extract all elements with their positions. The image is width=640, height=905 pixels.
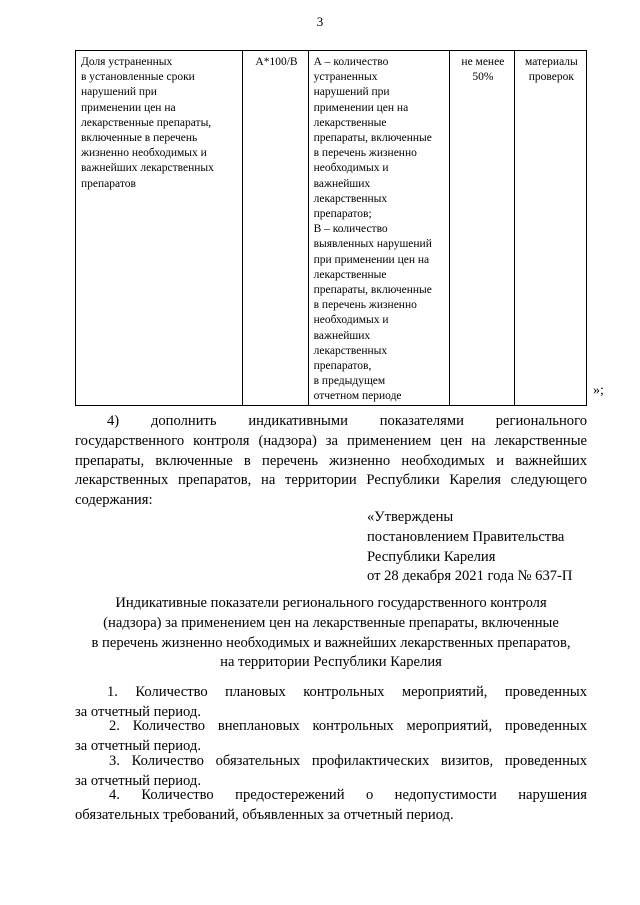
table-row bbox=[76, 51, 587, 406]
formula-cell: А*100/В bbox=[243, 51, 308, 406]
list-item-line: 1. Количество плановых контрольных мероприятий, проведенных bbox=[107, 684, 587, 700]
list-item-line: за отчетный период. bbox=[75, 703, 201, 720]
indicator-table bbox=[75, 50, 587, 406]
list-item-line: 3. Количество обязательных профилактических визитов, проведенных bbox=[109, 753, 587, 769]
list-item bbox=[75, 717, 587, 756]
paragraph-line: препараты, включенные в перечень жизненно необходимых и важнейших bbox=[75, 452, 587, 469]
page-number: 3 bbox=[316, 14, 324, 29]
target-value-cell: не менее 50% bbox=[449, 51, 514, 406]
approval-block: «Утверждены постановлением Правительства Республики Карелия от 28 декабря 2021 года № 637-П bbox=[367, 509, 573, 585]
paragraph-line: лекарственных препаратов, на территории Республики Карелия следующего bbox=[75, 472, 587, 489]
list-item-line: обязательных требований, объявленных за отчетный период. bbox=[75, 806, 454, 823]
list-item-line: 4. Количество предостережений о недопустимости нарушения bbox=[109, 787, 587, 803]
list-item-line: 2. Количество внеплановых контрольных мероприятий, проведенных bbox=[109, 718, 587, 734]
paragraph-4 bbox=[75, 412, 587, 511]
list-item-line: за отчетный период. bbox=[75, 772, 201, 789]
indicator-name-cell: Доля устраненных в установленные сроки нарушений при применении цен на лекарственные препараты, включенные в перечень жизненно необходимых и важнейших лекарственных препаратов bbox=[76, 51, 243, 406]
section-heading: Индикативные показатели регионального государственного контроля (надзора) за применением цен на лекарственные препараты, включенные в перечень жизненно необходимых и важнейших лекарственных препаратов, на территории Республики Карелия bbox=[91, 595, 571, 671]
paragraph-line: содержания: bbox=[75, 492, 153, 509]
list-item-line: за отчетный период. bbox=[75, 737, 201, 754]
paragraph-line: государственного контроля (надзора) за применением цен на лекарственные bbox=[75, 432, 587, 449]
data-source-cell: материалы проверок bbox=[514, 51, 586, 406]
list-item bbox=[75, 786, 587, 825]
paragraph-line: 4) дополнить индикативными показателями регионального bbox=[107, 413, 587, 429]
formula-description-cell: А – количество устраненных нарушений при применении цен на лекарственные препараты, включенные в перечень жизненно необходимых и важнейших лекарственных препаратов; В – количество выявленных нарушений при применении цен на лекарственные препараты, включенные в перечень жизненно необходимых и важнейших лекарственных препаратов, в предыдущем отчетном периоде bbox=[308, 51, 449, 406]
closing-quote: »; bbox=[593, 383, 604, 398]
